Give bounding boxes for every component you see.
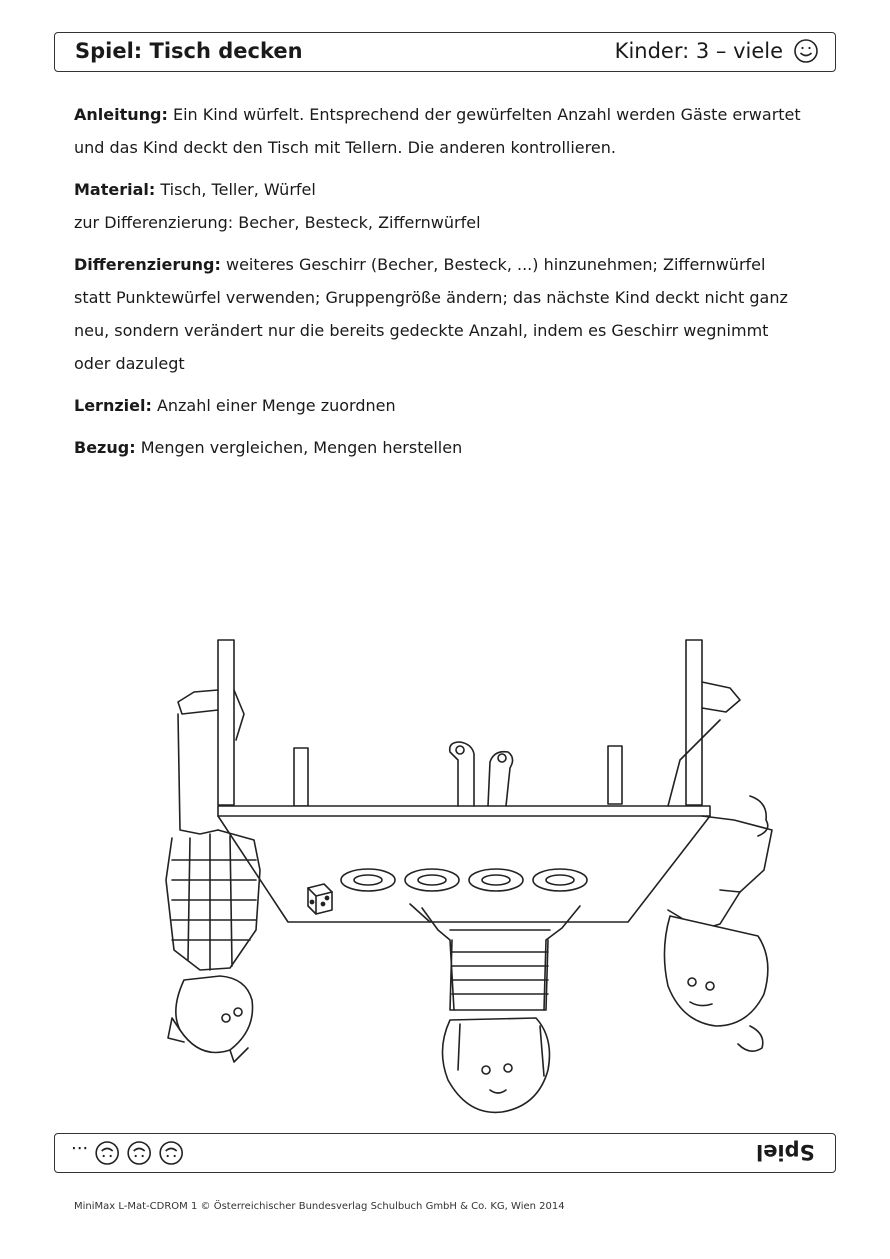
- section-text: Mengen vergleichen, Mengen herstellen: [135, 438, 463, 457]
- section-differenzierung: [74, 248, 804, 380]
- section-label: Differenzierung:: [74, 255, 221, 274]
- ellipsis-text: ...: [71, 1142, 89, 1164]
- smiley-sad-icon: [126, 1140, 152, 1166]
- copyright: MiniMax L-Mat-CDROM 1 © Österreichischer Bundesverlag Schulbuch GmbH & Co. KG, Wien 2014: [74, 1201, 565, 1212]
- table-illustration: [160, 630, 780, 1130]
- section-text: Anzahl einer Menge zuordnen: [151, 396, 396, 415]
- smiley-happy-icon: [793, 38, 819, 64]
- section-anleitung: [74, 98, 804, 164]
- smiley-sad-icon: [158, 1140, 184, 1166]
- rating-icons: [71, 1140, 184, 1166]
- players-info: [615, 38, 819, 64]
- die-icon: [308, 884, 332, 914]
- footer-box: [54, 1133, 836, 1173]
- section-text: zur Differenzierung: Becher, Besteck, Ziffernwürfel: [74, 213, 481, 232]
- section-text: Ein Kind würfelt. Entsprechend der gewürfelten Anzahl werden Gäste erwartet und das Kind deckt den Tisch mit Tellern. Die anderen kontrollieren.: [74, 105, 801, 157]
- players-label: Kinder: 3 – viele: [614, 39, 783, 63]
- section-bezug: [74, 431, 804, 464]
- child-middle-illustration: [410, 904, 580, 1112]
- smiley-sad-icon: [94, 1140, 120, 1166]
- section-label: Material:: [74, 180, 156, 199]
- section-text: Tisch, Teller, Würfel: [155, 180, 316, 199]
- header-box: [54, 32, 836, 72]
- section-text: weiteres Geschirr (Becher, Besteck, ...) hinzunehmen; Ziffernwürfel statt Punktewürfel verwenden; Gruppengröße ändern; das nächste Kind deckt nicht ganz neu, sondern verändert nur die bereits gedeckte Anzahl, indem es Geschirr wegnimmt oder dazulegt: [74, 255, 788, 373]
- section-material-extra: [74, 206, 804, 239]
- section-lernziel: [74, 389, 804, 422]
- page-title: Spiel: Tisch decken: [75, 39, 303, 63]
- section-label: Lernziel:: [74, 396, 152, 415]
- section-material: [74, 173, 804, 206]
- child-left-illustration: [166, 690, 260, 1062]
- footer-label: Spiel: [756, 1140, 815, 1164]
- instructions: [74, 98, 804, 473]
- child-right-illustration: [664, 682, 772, 1051]
- section-label: Anleitung:: [74, 105, 168, 124]
- section-label: Bezug:: [74, 438, 136, 457]
